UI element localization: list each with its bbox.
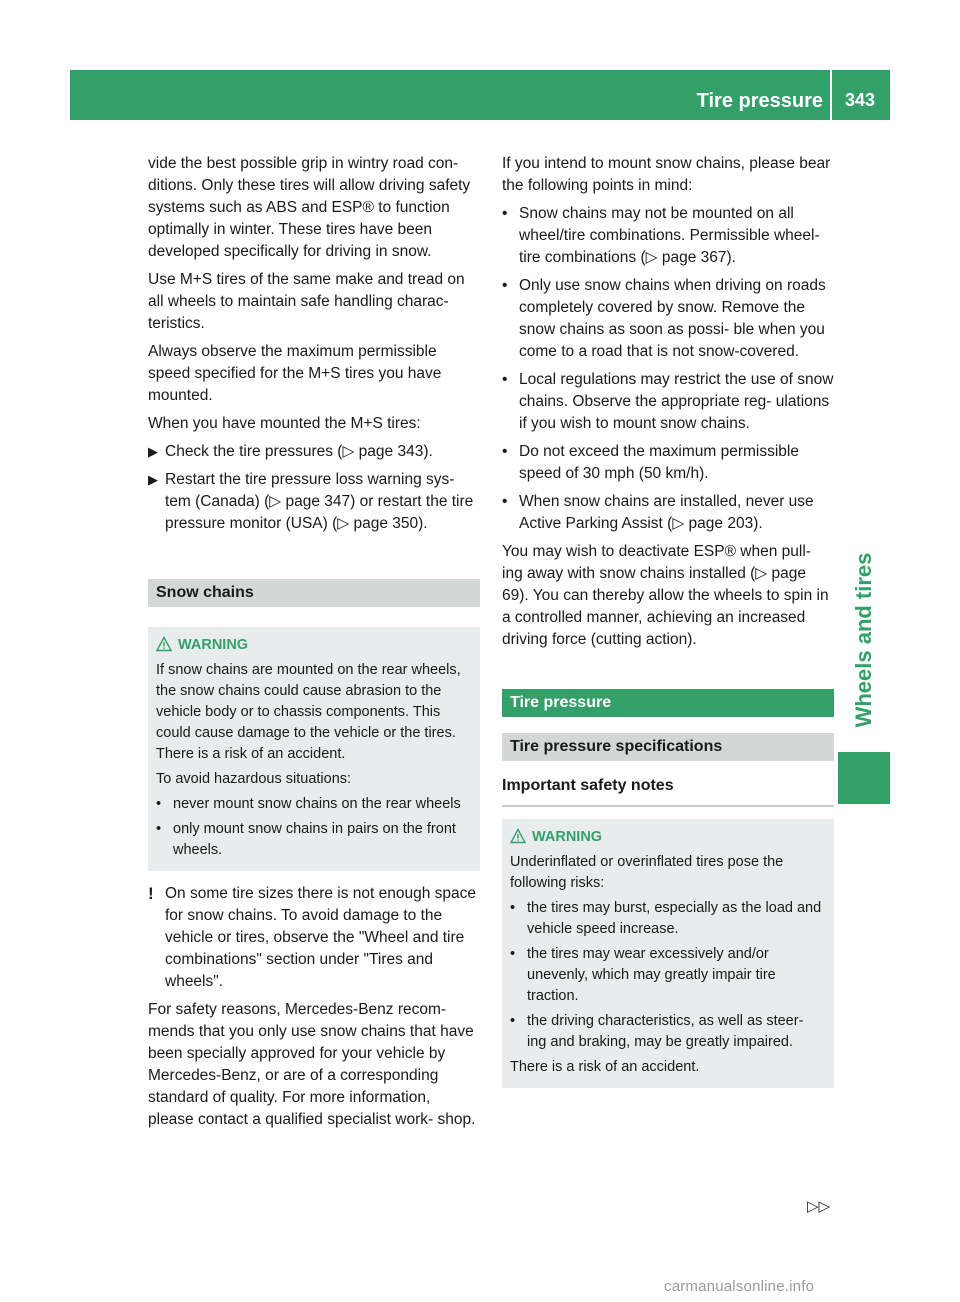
side-tab-marker xyxy=(838,752,890,804)
bullet-icon: • xyxy=(510,1013,516,1029)
warning-triangle-icon xyxy=(156,636,172,652)
section-heading-tire-pressure: Tire pressure xyxy=(502,689,834,717)
subheading-safety-notes: Important safety notes xyxy=(502,769,834,807)
warning-heading: WARNING xyxy=(156,635,472,656)
warning-heading: WARNING xyxy=(510,827,826,848)
list-item: • Do not exceed the maximum permissible speed of 30 mph (50 km/h). xyxy=(502,443,799,482)
bullet-icon: • xyxy=(502,371,508,388)
list-item: • Only use snow chains when driving on roads completely covered by snow. Remove the snow chains as soon as possi- ble when you come to a road that is not snow-covered. xyxy=(502,277,826,360)
bullet-icon: • xyxy=(510,946,516,962)
list-item: • Local regulations may restrict the use of snow chains. Observe the appropriate reg- ulations if you wish to mount snow chains. xyxy=(502,371,834,432)
paragraph: If you intend to mount snow chains, please bear the following points in mind: xyxy=(502,155,831,194)
right-column xyxy=(502,153,834,1088)
paragraph: You may wish to deactivate ESP® when pull- ing away with snow chains installed (▷ page 69). You can thereby allow the wheels to spin in a controlled manner, achieving an increased driving force (cutting action). xyxy=(502,543,829,648)
watermark: carmanualsonline.info xyxy=(664,1278,815,1295)
bullet-icon: • xyxy=(502,493,508,510)
bullet-icon: • xyxy=(156,821,162,837)
warning-bullet: • the driving characteristics, as well as steer- ing and braking, may be greatly impaired. xyxy=(510,1013,804,1050)
bullet-icon: • xyxy=(502,277,508,294)
left-column xyxy=(148,153,480,1137)
exclamation-icon: ! xyxy=(148,884,154,903)
side-tab-label: Wheels and tires xyxy=(851,552,876,728)
section-heading-snow-chains: Snow chains xyxy=(148,579,480,607)
continue-arrows-icon: ▷▷ xyxy=(807,1198,831,1215)
warning-text: Underinflated or overinflated tires pose the following risks: xyxy=(510,854,784,891)
bullet-icon: • xyxy=(502,443,508,460)
step-arrow-icon: ▶ xyxy=(148,444,158,459)
warning-box xyxy=(502,819,834,1088)
page-number: 343 xyxy=(845,90,876,110)
paragraph: When you have mounted the M+S tires: xyxy=(148,415,421,432)
page-section-title: Tire pressure xyxy=(696,90,823,112)
paragraph: Use M+S tires of the same make and tread on all wheels to maintain safe handling charac- teristics. xyxy=(148,271,465,332)
warning-box xyxy=(148,627,480,871)
step-text: Restart the tire pressure loss warning sys- tem (Canada) (▷ page 347) or restart the tire pressure monitor (USA) (▷ page 350). xyxy=(165,471,474,532)
warning-bullet: • never mount snow chains on the rear wheels xyxy=(156,794,472,815)
paragraph: vide the best possible grip in wintry road con- ditions. Only these tires will allow driving safety systems such as ABS and ESP® to function optimally in winter. These tires have been developed specifically for driving in snow. xyxy=(148,155,471,260)
warning-bullet: • only mount snow chains in pairs on the front wheels. xyxy=(156,821,456,858)
bullet-icon: • xyxy=(502,205,508,222)
instruction-step xyxy=(148,469,480,535)
list-item: • Snow chains may not be mounted on all wheel/tire combinations. Permissible wheel-tire combinations (▷ page 367). xyxy=(502,205,820,266)
warning-bullet: • the tires may wear excessively and/or unevenly, which may greatly impair tire traction. xyxy=(510,946,776,1004)
warning-bullet: • the tires may burst, especially as the load and vehicle speed increase. xyxy=(510,900,822,937)
bullet-icon: • xyxy=(510,900,516,916)
step-text: Check the tire pressures (▷ page 343). xyxy=(165,443,433,460)
warning-text: To avoid hazardous situations: xyxy=(156,771,352,787)
step-arrow-icon: ▶ xyxy=(148,472,158,487)
warning-triangle-icon xyxy=(510,828,526,844)
bullet-icon: • xyxy=(156,796,162,812)
warning-text: There is a risk of an accident. xyxy=(510,1059,700,1075)
instruction-step xyxy=(148,441,480,463)
warning-text: If snow chains are mounted on the rear wheels, the snow chains could cause abrasion to the vehicle body or to chassis components. This could cause damage to the vehicle or the tires. There is a risk of an accident. xyxy=(156,662,461,762)
header-divider xyxy=(830,70,832,120)
paragraph: Always observe the maximum permissible speed specified for the M+S tires you have mounted. xyxy=(148,343,442,404)
note xyxy=(148,883,480,993)
paragraph: For safety reasons, Mercedes-Benz recom- mends that you only use snow chains that have been specially approved for your vehicle by Mercedes-Benz, or are of a corresponding standard of quality. For more information, please contact a qualified specialist work- shop. xyxy=(148,1001,476,1128)
list-item: • When snow chains are installed, never use Active Parking Assist (▷ page 203). xyxy=(502,493,814,532)
note-text: On some tire sizes there is not enough space for snow chains. To avoid damage to the vehicle or tires, observe the "Wheel and tire combinations" section under "Tires and wheels". xyxy=(165,885,477,990)
subsection-heading-specifications: Tire pressure specifications xyxy=(502,733,834,761)
